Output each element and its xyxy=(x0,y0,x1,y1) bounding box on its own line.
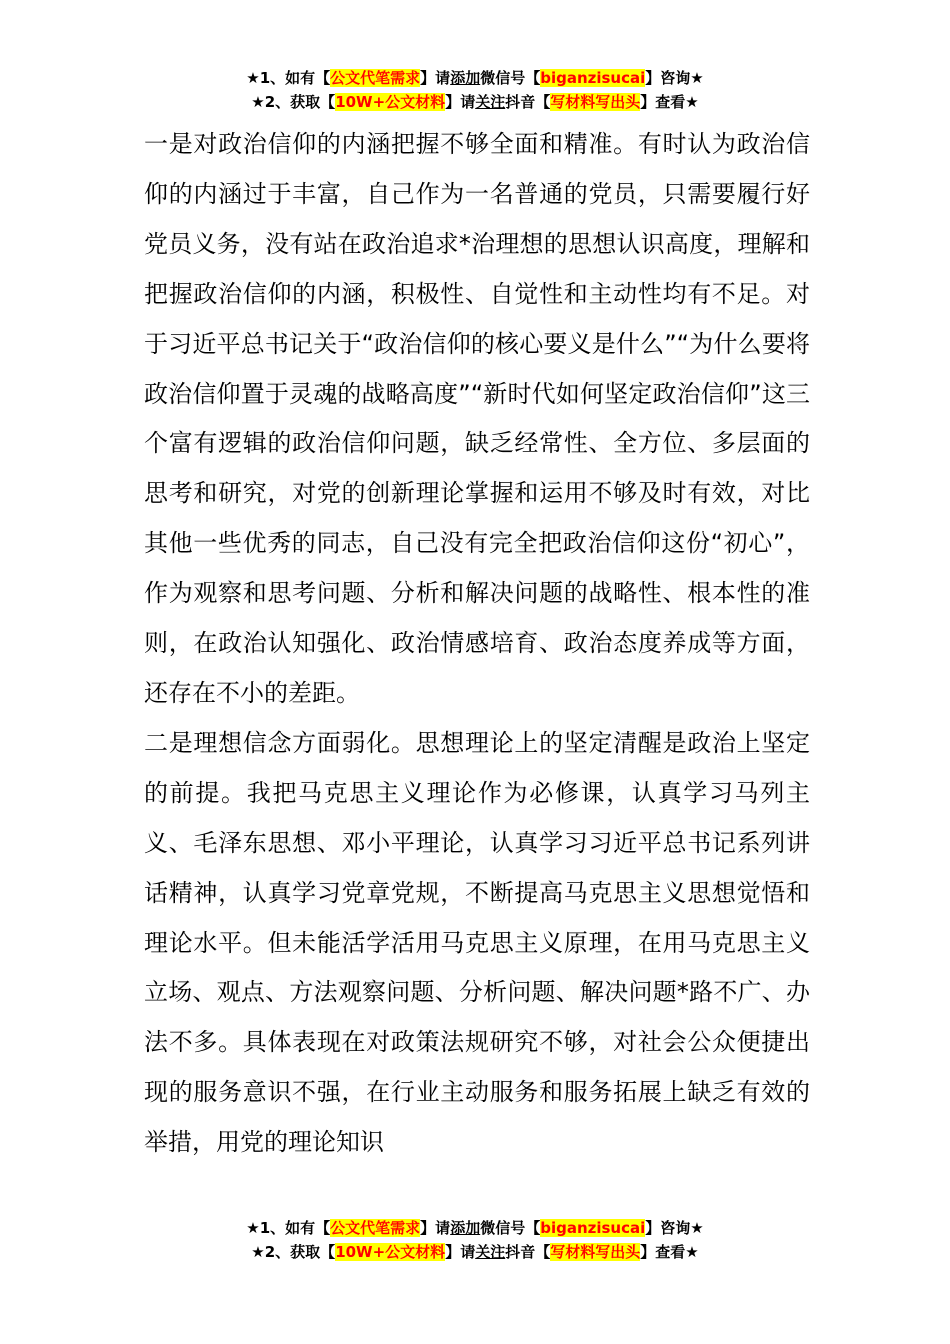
banner-highlight: 10W+公文材料 xyxy=(335,1243,446,1261)
paragraph-1: 一是对政治信仰的内涵把握不够全面和精准。有时认为政治信仰的内涵过于丰富，自己作为一名普通的党员，只需要履行好党员义务，没有站在政治追求*治理想的思想认识高度，理解和把握政治信仰的内涵，积极性、自觉性和主动性均有不足。对于习近平总书记关于“政治信仰的核心要义是什么”“为什么要将政治信仰置于灵魂的战略高度”“新时代如何坚定政治信仰”这三个富有逻辑的政治信仰问题，缺乏经常性、全方位、多层面的思考和研究，对党的创新理论掌握和运用不够及时有效，对比其他一些优秀的同志，自己没有完全把政治信仰这份“初心”，作为观察和思考问题、分析和解决问题的战略性、根本性的准则，在政治认知强化、政治情感培育、政治态度养成等方面，还存在不小的差距。 xyxy=(144,130,810,707)
banner-text: 】查看★ xyxy=(640,1243,699,1261)
header-banner xyxy=(0,66,950,114)
banner-line-2 xyxy=(0,1240,950,1264)
banner-text: 】咨询★ xyxy=(645,69,704,87)
banner-line-1 xyxy=(0,66,950,90)
banner-line-2 xyxy=(0,90,950,114)
banner-highlight: 写材料写出头 xyxy=(550,1243,641,1261)
banner-text: 微信号【 xyxy=(480,69,541,87)
banner-text: 】请 xyxy=(445,1243,476,1261)
banner-underlined: 添加 xyxy=(450,1219,481,1237)
banner-highlight: 写材料写出头 xyxy=(550,93,641,111)
paragraph-2: 二是理想信念方面弱化。思想理论上的坚定清醒是政治上坚定的前提。我把马克思主义理论作为必修课，认真学习马列主义、毛泽东思想、邓小平理论，认真学习习近平总书记系列讲话精神，认真学习党章党规，不断提高马克思主义思想觉悟和理论水平。但未能活学活用马克思主义原理，在用马克思主义立场、观点、方法观察问题、分析问题、解决问题*路不广、办法不多。具体表现在对政策法规研究不够，对社会公众便捷出现的服务意识不强，在行业主动服务和服务拓展上缺乏有效的举措，用党的理论知识 xyxy=(144,728,810,1157)
document-body xyxy=(144,120,810,1168)
banner-text: 】请 xyxy=(445,93,476,111)
banner-text: ★1、如有【 xyxy=(246,69,331,87)
banner-underlined: 关注 xyxy=(475,1243,506,1261)
banner-text: 】请 xyxy=(420,69,451,87)
banner-underlined: 添加 xyxy=(450,69,481,87)
banner-text: 抖音【 xyxy=(505,1243,551,1261)
banner-highlight: biganzisucai xyxy=(540,69,646,87)
banner-text: 抖音【 xyxy=(505,93,551,111)
banner-text: ★1、如有【 xyxy=(246,1219,331,1237)
banner-highlight: 10W+公文材料 xyxy=(335,93,446,111)
banner-text: ★2、获取【 xyxy=(251,93,336,111)
banner-highlight: 公文代笔需求 xyxy=(330,1219,421,1237)
banner-underlined: 关注 xyxy=(475,93,506,111)
footer-banner xyxy=(0,1216,950,1264)
banner-text: 】咨询★ xyxy=(645,1219,704,1237)
banner-line-1 xyxy=(0,1216,950,1240)
banner-highlight: 公文代笔需求 xyxy=(330,69,421,87)
banner-highlight: biganzisucai xyxy=(540,1219,646,1237)
banner-text: 】查看★ xyxy=(640,93,699,111)
banner-text: 微信号【 xyxy=(480,1219,541,1237)
banner-text: ★2、获取【 xyxy=(251,1243,336,1261)
banner-text: 】请 xyxy=(420,1219,451,1237)
